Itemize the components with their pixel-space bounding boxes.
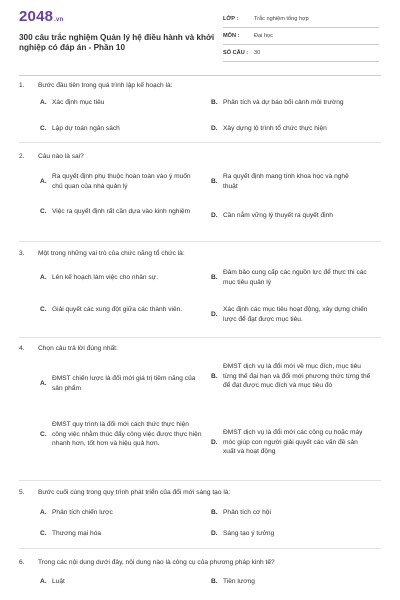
- logo-tld: .vn: [54, 17, 64, 23]
- info-label: LỚP :: [223, 16, 239, 22]
- answer-option[interactable]: [40, 577, 190, 587]
- site-logo[interactable]: [19, 8, 63, 25]
- question-divider: [19, 480, 381, 481]
- answer-text: Thương mại hóa: [52, 530, 102, 537]
- answer-text: Phân tích chiến lược: [52, 509, 113, 516]
- answer-option[interactable]: [211, 508, 361, 518]
- answer-letter: B.: [211, 509, 218, 516]
- answer-letter: C.: [40, 530, 47, 537]
- answer-letter: D.: [211, 438, 218, 446]
- question-number: 6.: [19, 559, 25, 566]
- question-number: 1.: [19, 82, 25, 89]
- answer-text: Cần nắm vững lý thuyết ra quyết định: [223, 212, 333, 219]
- answer-letter: D.: [211, 310, 218, 318]
- question-text: Bước cuối cùng trong quy trình phát triển của đổi mới sáng tạo là:: [38, 489, 231, 496]
- answer-letter: C.: [40, 125, 47, 132]
- answer-text: Xác định mục tiêu: [52, 99, 105, 106]
- info-value: Trắc nghiệm tổng hợp: [254, 16, 309, 22]
- answer-option[interactable]: [211, 172, 361, 191]
- question-divider: [19, 548, 381, 549]
- answer-letter: B.: [211, 99, 218, 106]
- question-text: Câu nào là sai?: [38, 153, 84, 160]
- answer-option[interactable]: [40, 98, 190, 108]
- answer-option[interactable]: [40, 124, 190, 134]
- answer-text: ĐMST quy trình là đổi mới cách thức thực hiện công việc nhằm thúc đẩy công việc được thực hiện nhanh hơn, tốt hơn và hiệu quả hơn.: [52, 421, 202, 447]
- answer-letter: B.: [211, 372, 218, 380]
- answer-option[interactable]: [211, 305, 371, 324]
- question-text: Trong các nội dung dưới đây, nội dung nào là công cụ của phương pháp kinh tế?: [38, 559, 275, 566]
- answer-letter: D.: [211, 125, 218, 132]
- info-value: 30: [254, 50, 261, 56]
- document-header: [0, 0, 400, 72]
- answer-option[interactable]: [211, 428, 371, 457]
- question-text: Bước đầu tiên trong quá trình lập kế hoạch là:: [38, 82, 173, 89]
- question-divider: [19, 142, 381, 143]
- answer-text: Việc ra quyết định rất cần dựa vào kinh nghiệm: [52, 208, 191, 215]
- answer-option[interactable]: [211, 124, 381, 134]
- answer-option[interactable]: [40, 273, 200, 283]
- question-2: [19, 152, 381, 161]
- answer-letter: A.: [40, 177, 47, 185]
- question-5: [19, 488, 381, 497]
- answer-text: ĐMST chiến lược là đổi mới giá trị tiềm năng của sản phẩm: [52, 375, 196, 392]
- answer-option[interactable]: [211, 98, 381, 108]
- question-text: Chọn câu trả lời đúng nhất:: [38, 345, 118, 352]
- question-divider: [19, 337, 381, 338]
- answer-letter: A.: [40, 578, 47, 585]
- question-number: 5.: [19, 489, 25, 496]
- answer-letter: A.: [40, 379, 47, 387]
- answer-letter: C.: [40, 430, 47, 438]
- answer-text: ĐMST dịch vụ là đổi mới các công cụ hoặc máy móc giúp con người giải quyết các vấn đề sản xuất và hoạt động: [223, 429, 363, 455]
- answer-text: Phân tích và dự báo bối cảnh môi trường: [223, 99, 344, 106]
- info-row-subject: [223, 28, 379, 45]
- answer-text: Lập dự toán ngân sách: [52, 125, 120, 132]
- answer-option[interactable]: [211, 529, 361, 539]
- info-row-count: [223, 45, 379, 62]
- answer-option[interactable]: [40, 207, 198, 217]
- question-divider: [19, 241, 381, 242]
- info-label: SỐ CÂU :: [223, 50, 249, 56]
- answer-option[interactable]: [211, 268, 371, 287]
- answer-option[interactable]: [40, 172, 198, 191]
- question-3: [19, 249, 381, 258]
- answer-option[interactable]: [211, 362, 371, 391]
- header-divider: [19, 75, 381, 76]
- answer-option[interactable]: [40, 508, 190, 518]
- answer-letter: A.: [40, 99, 47, 106]
- question-4: [19, 344, 381, 353]
- info-value: Đại học: [254, 33, 273, 39]
- answer-text: ĐMST dịch vụ là đổi mới về mục đích, mục tiêu từng thế đại hạn và đổi mới phương thức từng thế để đạt được mục đích và mục tiêu đó: [223, 363, 371, 389]
- info-row-class: [223, 11, 379, 28]
- document-title: 300 câu trắc nghiệm Quản lý hệ điều hành và khởi nghiệp có đáp án - Phần 10: [19, 33, 215, 52]
- answer-text: Xây dựng lộ trình tổ chức thực hiện: [223, 125, 327, 132]
- question-number: 3.: [19, 250, 25, 257]
- answer-letter: B.: [211, 177, 218, 185]
- question-number: 2.: [19, 153, 25, 160]
- answer-text: Phân tích cơ hội: [223, 509, 271, 516]
- question-1: [19, 81, 381, 90]
- answer-text: Giải quyết các xung đột giữa các thành viên.: [52, 306, 183, 313]
- answer-option[interactable]: [40, 374, 202, 393]
- answer-letter: D.: [211, 212, 218, 219]
- answer-text: Ra quyết định mang tính khoa học và nghệ thuật: [223, 173, 349, 190]
- logo-main: 2048: [19, 8, 54, 25]
- answer-text: Luật: [52, 578, 65, 585]
- answer-text: Xác định các mục tiêu hoạt động, xây dựng chiến lược để đạt được mục tiêu.: [223, 306, 368, 323]
- info-table: [223, 11, 379, 62]
- answer-letter: C.: [40, 208, 47, 215]
- answer-letter: B.: [211, 578, 218, 585]
- answer-letter: A.: [40, 274, 47, 281]
- answer-option[interactable]: [211, 211, 381, 221]
- question-number: 4.: [19, 345, 25, 352]
- answer-letter: B.: [211, 273, 218, 281]
- answer-option[interactable]: [40, 420, 202, 449]
- answer-option[interactable]: [211, 577, 361, 587]
- answer-text: Tiền lương: [223, 578, 255, 585]
- answer-text: Ra quyết định phụ thuộc hoàn toàn vào ý muốn chủ quan của nhà quản lý: [52, 173, 191, 190]
- answer-letter: A.: [40, 509, 47, 516]
- answer-option[interactable]: [40, 305, 200, 315]
- question-6: [19, 558, 381, 567]
- answer-letter: D.: [211, 530, 218, 537]
- answer-option[interactable]: [40, 529, 190, 539]
- info-label: MÔN :: [223, 33, 240, 39]
- answer-text: Lên kế hoạch làm việc cho nhân sự.: [52, 274, 158, 281]
- answer-text: Đảm bảo cung cấp các nguồn lực để thực thi các mục tiêu quản lý: [223, 269, 367, 286]
- answer-letter: C.: [40, 306, 47, 313]
- answer-text: Sáng tạo ý tưởng: [223, 530, 275, 537]
- question-text: Một trong những vai trò của chức năng tổ chức là:: [38, 250, 185, 257]
